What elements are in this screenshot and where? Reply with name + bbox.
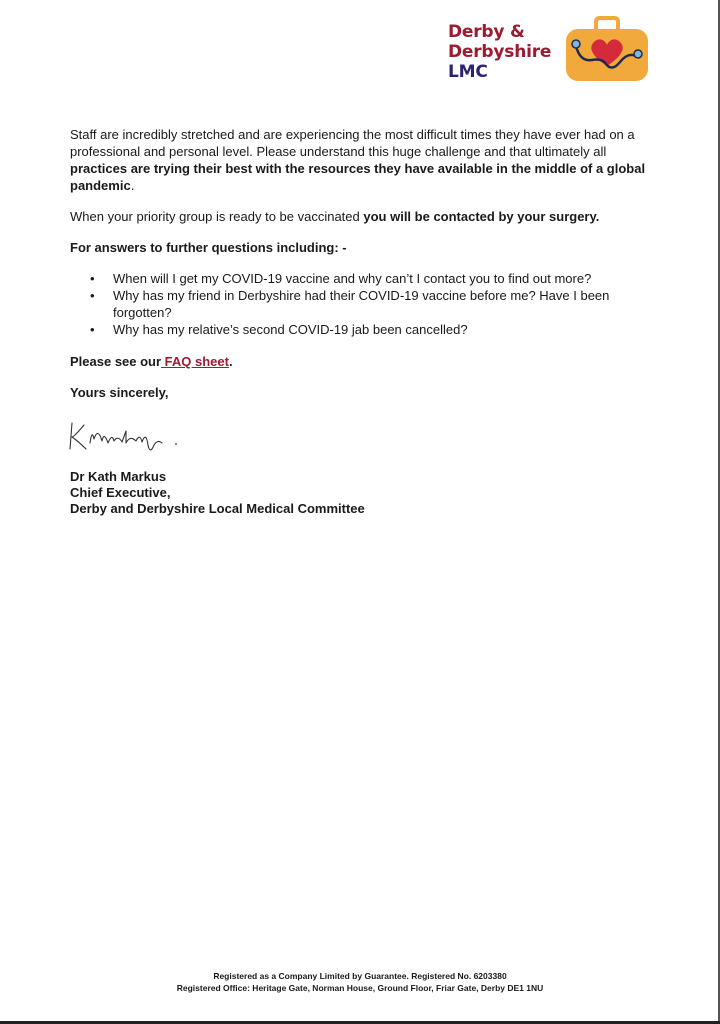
faq-prefix: Please see our — [70, 354, 162, 369]
signatory-title: Chief Executive, — [70, 485, 171, 500]
lmc-logo — [448, 16, 658, 86]
paragraph-text: Staff are incredibly stretched and are experiencing the most difficult times they have ever had on a professional and personal level. Please understand this huge challenge and that ultimately all — [70, 127, 635, 159]
paragraph-emphasis: practices are trying their best with the resources they have available in the middle of a global pandemic — [70, 161, 646, 193]
list-item — [70, 321, 650, 338]
list-item-text: When will I get my COVID-19 vaccine and why can’t I contact you to find out more? — [113, 271, 592, 286]
bullet-icon: • — [90, 322, 95, 337]
faq-sheet-link[interactable]: FAQ sheet — [161, 354, 229, 369]
logo-line-3: LMC — [448, 62, 488, 82]
bullet-icon: • — [90, 271, 95, 286]
paragraph-emphasis: you will be contacted by your surgery. — [363, 209, 600, 224]
signatory-block — [70, 469, 650, 517]
letter-body — [70, 126, 650, 517]
logo-line-2: Derbyshire — [448, 42, 552, 62]
logo-line-1: Derby & — [448, 22, 525, 42]
signatory-name: Dr Kath Markus — [70, 469, 167, 484]
paragraph-end: . — [130, 178, 135, 193]
signatory-organisation: Derby and Derbyshire Local Medical Committee — [70, 501, 365, 516]
paragraph-staff-pressure — [70, 126, 650, 194]
footer-line-2: Registered Office: Heritage Gate, Norman House, Ground Floor, Friar Gate, Derby DE1 1NU — [176, 983, 544, 993]
list-item-text: Why has my relative’s second COVID-19 jab been cancelled? — [113, 322, 468, 337]
footer-line-1: Registered as a Company Limited by Guarantee. Registered No. 6203380 — [213, 971, 507, 981]
paragraph-vaccination-contact — [70, 208, 650, 225]
paragraph-text: When your priority group is ready to be vaccinated — [70, 209, 364, 224]
registration-footer — [0, 970, 720, 994]
logo-wordmark — [448, 22, 568, 82]
medical-bag-icon — [562, 16, 652, 84]
questions-heading: For answers to further questions including: - — [70, 240, 347, 255]
bullet-icon: • — [90, 288, 95, 303]
list-item — [70, 270, 650, 287]
list-item-text: Why has my friend in Derbyshire had their COVID-19 vaccine before me? Have I been forgotten? — [113, 288, 610, 320]
handwritten-signature — [66, 415, 206, 457]
faq-line — [70, 353, 650, 370]
faq-suffix: . — [228, 354, 233, 369]
questions-list — [70, 270, 650, 338]
list-item — [70, 287, 650, 321]
closing-salutation: Yours sincerely, — [70, 385, 169, 400]
